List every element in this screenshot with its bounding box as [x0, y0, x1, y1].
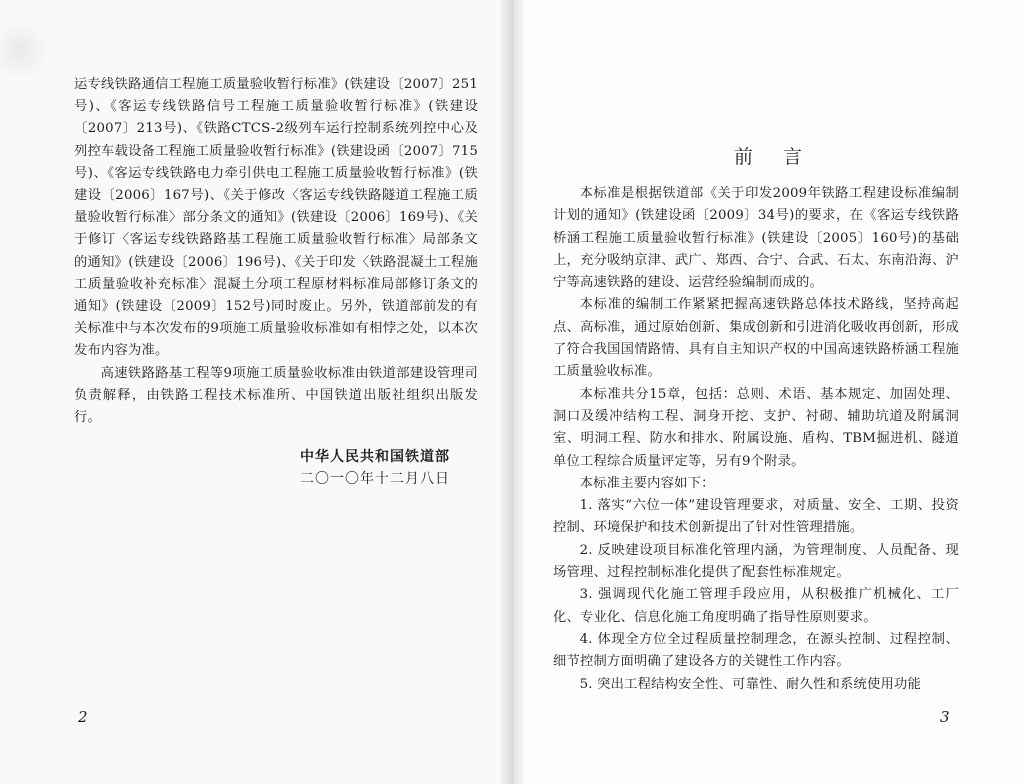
- right-paragraph-1: 本标准是根据铁道部《关于印发2009年铁路工程建设标准编制计划的通知》(铁建设函〔2009〕34号)的要求，在《客运专线铁路桥涵工程施工质量验收暂行标准》(铁建设〔2005〕160号)的基础上，充分吸纳京津、武广、郑西、合宁、合武、石太、东南沿海、沪宁等高速铁路的建设、运营经验编制而成的。: [553, 186, 959, 291]
- right-paragraph-2: 本标准的编制工作紧紧把握高速铁路总体技术路线，坚持高起点、高标准，通过原始创新、集成创新和引进消化吸收再创新，形成了符合我国国情路情、具有自主知识产权的中国高速铁路桥涵工程施工质量验收标准。: [553, 297, 959, 380]
- left-page-body: [74, 74, 478, 429]
- signature-date: 二〇一〇年十二月八日: [300, 471, 450, 487]
- preface-heading: 前言: [733, 146, 832, 168]
- scan-smudge: [0, 20, 50, 80]
- right-page-number: 3: [940, 708, 950, 726]
- right-paragraph-7: 3. 强调现代化施工管理手段应用，从积极推广机械化、工厂化、专业化、信息化施工角度明确了指导性原则要求。: [553, 587, 959, 625]
- right-paragraph-3: 本标准共分15章，包括：总则、术语、基本规定、加固处理、洞口及缓冲结构工程、洞身开挖、支护、衬砌、辅助坑道及附属洞室、明洞工程、防水和排水、附属设施、盾构、TBM掘进机、隧道单位工程综合质量评定等，另有9个附录。: [553, 386, 959, 469]
- left-paragraph-1: 运专线铁路通信工程施工质量验收暂行标准》(铁建设〔2007〕251号)、《客运专线铁路信号工程施工质量验收暂行标准》(铁建设〔2007〕213号)、《铁路CTCS-2级列车运行控制系统列控中心及列控车载设备工程施工质量验收暂行标准》(铁建设函〔2007〕715号)、《客运专线铁路电力牵引供电工程施工质量验收暂行标准》(铁建设〔2006〕167号)、《关于修改〈客运专线铁路隧道工程施工质量验收暂行标准〉部分条文的通知》(铁建设〔2006〕169号)、《关于修订〈客运专线铁路路基工程施工质量验收暂行标准〉局部条文的通知》(铁建设〔2006〕196号)、《关于印发〈铁路混凝土工程施工质量验收补充标准〉混凝土分项工程原材料标准局部修订条文的通知》(铁建设〔2009〕152号)同时废止。另外，铁道部前发的有关标准中与本次发布的9项施工质量验收标准如有相悖之处，以本次发布内容为准。: [74, 77, 478, 359]
- right-paragraph-6: 2. 反映建设项目标准化管理内涵，为管理制度、人员配备、现场管理、过程控制标准化提供了配套性标准规定。: [553, 542, 959, 581]
- signature-block: [300, 446, 460, 490]
- book-gutter: [500, 0, 524, 784]
- right-paragraph-9: 5. 突出工程结构安全性、可靠性、耐久性和系统使用功能: [579, 676, 922, 692]
- right-paragraph-8: 4. 体现全方位全过程质量控制理念，在源头控制、过程控制、细节控制方面明确了建设各方的关键性工作内容。: [553, 631, 959, 670]
- right-paragraph-4: 本标准主要内容如下：: [579, 475, 715, 491]
- right-paragraph-5: 1. 落实“六位一体”建设管理要求，对质量、安全、工期、投资控制、环境保护和技术创新提出了针对性管理措施。: [553, 498, 959, 536]
- left-page-number: 2: [78, 708, 88, 726]
- signature-organization: 中华人民共和国铁道部: [300, 449, 450, 465]
- right-page-body: [553, 183, 959, 696]
- left-paragraph-2: 高速铁路路基工程等9项施工质量验收标准由铁道部建设管理司负责解释，由铁路工程技术标准所、中国铁道出版社组织出版发行。: [74, 365, 478, 426]
